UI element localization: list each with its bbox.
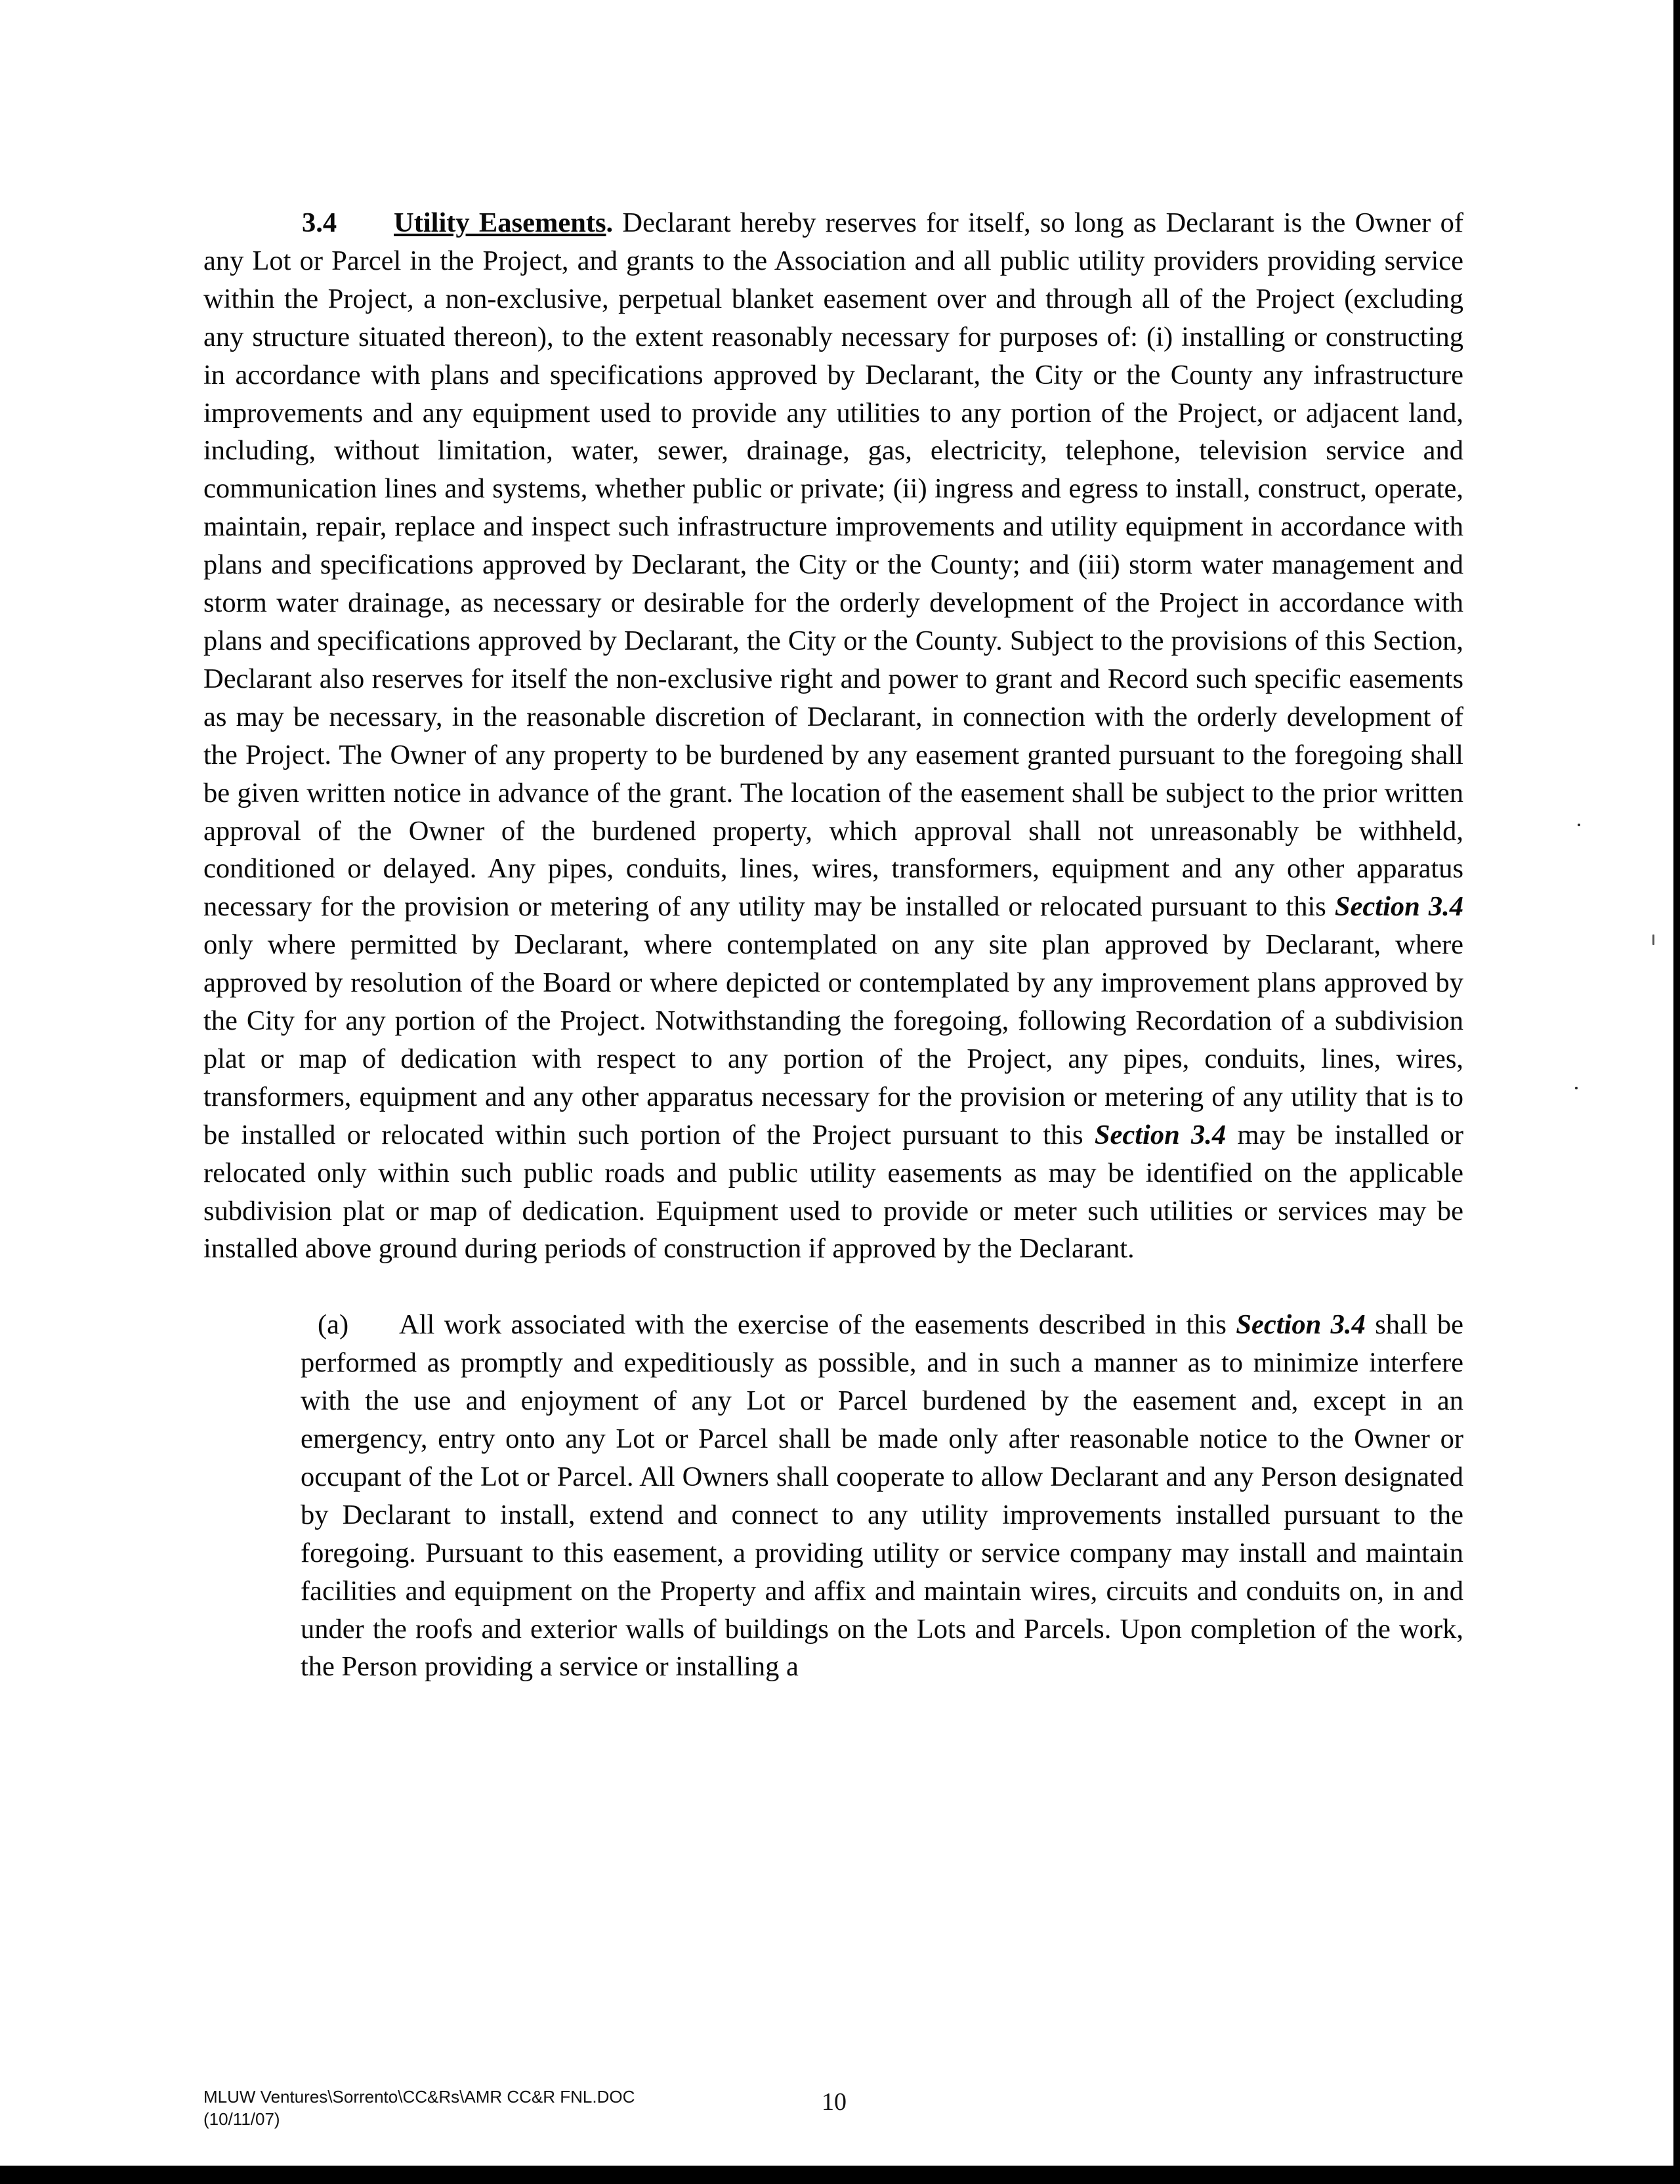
section-3-4-paragraph [203, 204, 1463, 1268]
scan-speck [1578, 824, 1580, 826]
section-number: 3.4 [302, 207, 337, 238]
section-text-part-3: may be installed or relocated only within such public roads and public utility easements as may be identified on the applicable subdivision plat or map of dedication. Equipment used to provide or meter such utilities or services may be installed above ground during periods of construction if approved by the Declarant. [203, 1119, 1464, 1265]
subsection-cross-reference: Section 3.4 [1236, 1309, 1366, 1341]
section-text-part-2: only where permitted by Declarant, where contemplated on any site plan approved by Declarant, where approved by resolution of the Board or where depicted or contemplated by any improvement plans approved by the City for any portion of the Project. Notwithstanding the foregoing, following Recordation of a subdivision plat or map of dedication with respect to any portion of the Project, any pipes, conduits, lines, wires, transformers, equipment and any other apparatus necessary for the provision or metering of any utility that is to be installed or relocated within such portion of the Project pursuant to this [203, 929, 1463, 1150]
footer-file-path: MLUW Ventures\Sorrento\CC&Rs\AMR CC&R FNL.DOC [203, 2087, 635, 2107]
section-cross-reference: Section 3.4 [1094, 1119, 1227, 1150]
scan-speck [1652, 934, 1654, 945]
footer-file-info [203, 2086, 635, 2130]
subsection-text-part-2: shall be performed as promptly and expeditiously as possible, and in such a manner as to minimize interfere with the use and enjoyment of any Lot or Parcel burdened by the easement and, except in an emergency, entry onto any Lot or Parcel shall be made only after reasonable notice to the Owner or occupant of the Lot or Parcel. All Owners shall cooperate to allow Declarant and any Person designated by Declarant to install, extend and connect to any utility improvements installed pursuant to the foregoing. Pursuant to this easement, a providing utility or service company may install and maintain facilities and equipment on the Property and affix and maintain wires, circuits and conduits on, in and under the roofs and exterior walls of buildings on the Lots and Parcels. Upon completion of the work, the Person providing a service or installing a [301, 1309, 1463, 1683]
document-body [203, 204, 1463, 1686]
section-text-part-1: Declarant hereby reserves for itself, so long as Declarant is the Owner of any Lot or Parcel in the Project, and grants to the Association and all public utility providers providing service within the Project, a non-exclusive, perpetual blanket easement over and through all of the Project (excluding any structure situated thereon), to the extent reasonably necessary for purposes of: (i) installing or constructing in accordance with plans and specifications approved by Declarant, the City or the County any infrastructure improvements and any equipment used to provide any utilities to any portion of the Project, or adjacent land, including, without limitation, water, sewer, drainage, gas, electricity, telephone, television service and communication lines and systems, whether public or private; (ii) ingress and egress to install, construct, operate, maintain, repair, replace and inspect such infrastructure improvements and utility equipment in accordance with plans and specifications approved by Declarant, the City or the County; and (iii) storm water management and storm water drainage, as necessary or desirable for the orderly development of the Project in accordance with plans and specifications approved by Declarant, the City or the County. Subject to the provisions of this Section, Declarant also reserves for itself the non-exclusive right and power to grant and Record such specific easements as may be necessary, in the reasonable discretion of Declarant, in connection with the orderly development of the Project. The Owner of any property to be burdened by any easement granted pursuant to the foregoing shall be given written notice in advance of the grant. The location of the easement shall be subject to the prior written approval of the Owner of the burdened property, which approval shall not unreasonably be withheld, conditioned or delayed. Any pipes, conduits, lines, wires, transformers, equipment and any other apparatus necessary for the provision or metering of any utility may be installed or relocated pursuant to this [203, 207, 1463, 923]
subsection-a-paragraph [301, 1306, 1463, 1686]
footer-date: (10/11/07) [203, 2109, 280, 2129]
subsection-text-part-1: All work associated with the exercise of the easements described in this [399, 1309, 1236, 1341]
scan-edge-bottom [0, 2166, 1680, 2184]
section-cross-reference: Section 3.4 [1334, 891, 1463, 923]
subsection-label: (a) [318, 1309, 349, 1341]
section-title: Utility Easements [394, 207, 606, 238]
page-number: 10 [822, 2088, 847, 2116]
scan-speck [1575, 1087, 1578, 1089]
section-title-period: . [606, 207, 614, 238]
scan-edge-right [1673, 0, 1680, 2184]
